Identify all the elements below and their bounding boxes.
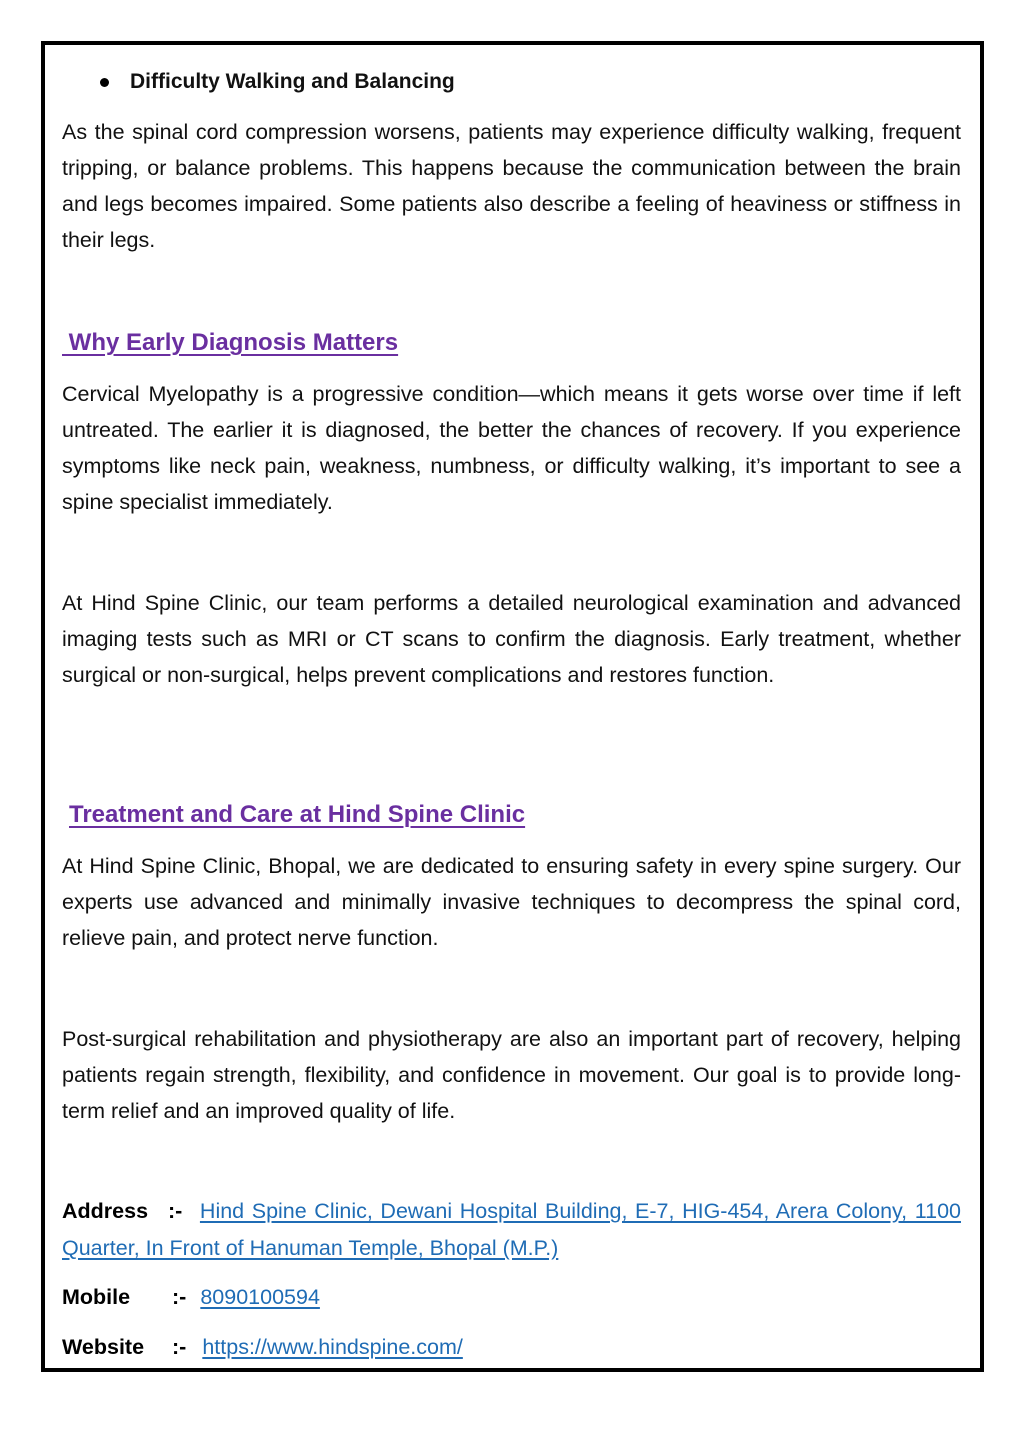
- website-row: [62, 1329, 961, 1366]
- heading-early-diagnosis: Why Early Diagnosis Matters: [62, 329, 399, 356]
- paragraph-treatment-2: Post-surgical rehabilitation and physiotherapy are also an important part of recovery, helping patients regain strength, flexibility, and confidence in movement. Our goal is to provide long-term relief and an improved quality of life.: [62, 1027, 961, 1123]
- paragraph-walking: As the spinal cord compression worsens, patients may experience difficulty walking, frequent tripping, or balance problems. This happens because the communication between the brain and legs becomes impaired. Some patients also describe a feeling of heaviness or stiffness in their legs.: [62, 120, 961, 252]
- website-label: Website: [62, 1335, 145, 1359]
- paragraph-early-2: At Hind Spine Clinic, our team performs a detailed neurological examination and advanced imaging tests such as MRI or CT scans to confirm the diagnosis. Early treatment, whether surgical or non-surgical, helps prevent complications and restores function.: [62, 591, 961, 687]
- address-row: [62, 1193, 961, 1267]
- address-separator: :-: [168, 1199, 183, 1223]
- paragraph-treatment-1: At Hind Spine Clinic, Bhopal, we are dedicated to ensuring safety in every spine surgery. Our experts use advanced and minimally invasive techniques to decompress the spinal cord, relieve pain, and protect nerve function.: [62, 854, 961, 950]
- mobile-label: Mobile: [62, 1285, 131, 1309]
- mobile-separator: :-: [172, 1285, 187, 1309]
- address-label: Address: [62, 1199, 149, 1223]
- website-link[interactable]: https://www.hindspine.com/: [202, 1335, 463, 1359]
- paragraph-early-1: Cervical Myelopathy is a progressive condition—which means it gets worse over time if left untreated. The earlier it is diagnosed, the better the chances of recovery. If you experience symptoms like neck pain, weakness, numbness, or difficulty walking, it’s important to see a spine specialist immediately.: [62, 382, 961, 514]
- address-link[interactable]: Hind Spine Clinic, Dewani Hospital Building, E-7, HIG-454, Arera Colony, 1100 Quarter, In Front of Hanuman Temple, Bhopal (M.P.): [62, 1199, 961, 1260]
- bullet-item: [100, 64, 455, 100]
- mobile-link[interactable]: 8090100594: [200, 1285, 320, 1309]
- heading-treatment: Treatment and Care at Hind Spine Clinic: [69, 801, 526, 828]
- mobile-row: [62, 1279, 961, 1316]
- bullet-title: Difficulty Walking and Balancing: [130, 70, 455, 93]
- website-separator: :-: [172, 1335, 187, 1359]
- bullet-icon: [100, 78, 109, 87]
